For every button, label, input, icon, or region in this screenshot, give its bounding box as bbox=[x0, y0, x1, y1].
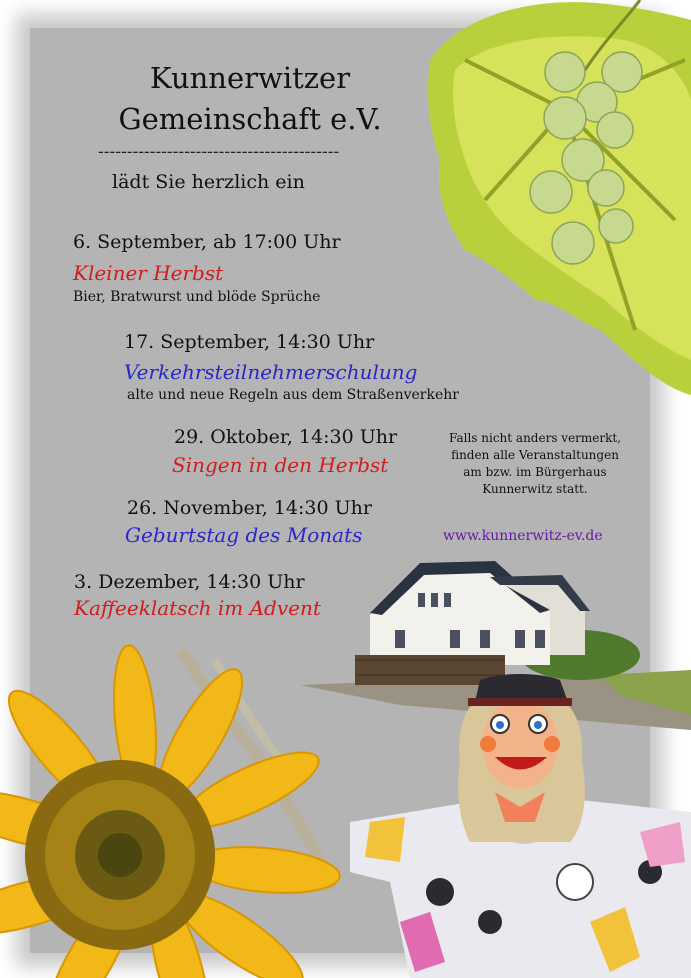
event-title: Singen in den Herbst bbox=[172, 453, 389, 477]
event-title: Kaffeeklatsch im Advent bbox=[74, 596, 321, 620]
scarecrow-image bbox=[350, 672, 691, 978]
org-title-line1: Kunnerwitzer bbox=[149, 61, 351, 95]
event-description: Bier, Bratwurst und blöde Sprüche bbox=[73, 289, 321, 305]
org-title-line2: Gemeinschaft e.V. bbox=[118, 102, 382, 136]
event-description: alte und neue Regeln aus dem Straßenverkehr bbox=[127, 387, 459, 403]
event-title: Geburtstag des Monats bbox=[125, 523, 363, 547]
venue-note-line: Falls nicht anders vermerkt, bbox=[448, 431, 622, 445]
title-divider: ------------------------------------------ bbox=[98, 142, 340, 162]
venue-note bbox=[430, 430, 640, 498]
website-link[interactable]: www.kunnerwitz-ev.de bbox=[443, 528, 603, 544]
event-date: 3. Dezember, 14:30 Uhr bbox=[74, 571, 305, 593]
invitation-text: lädt Sie herzlich ein bbox=[112, 171, 305, 193]
event-title: Verkehrsteilnehmerschulung bbox=[124, 360, 418, 384]
venue-note-line: finden alle Veranstaltungen bbox=[451, 448, 619, 462]
event-title: Kleiner Herbst bbox=[73, 261, 224, 285]
event-date: 29. Oktober, 14:30 Uhr bbox=[174, 426, 398, 448]
venue-note-line: am bzw. im Bürgerhaus bbox=[463, 465, 607, 479]
venue-note-line: Kunnerwitz statt. bbox=[482, 482, 588, 496]
event-date: 6. September, ab 17:00 Uhr bbox=[73, 231, 341, 253]
event-date: 17. September, 14:30 Uhr bbox=[124, 331, 375, 353]
grape-leaf-image bbox=[425, 0, 691, 395]
sunflower-image bbox=[0, 640, 370, 978]
event-date: 26. November, 14:30 Uhr bbox=[127, 497, 372, 519]
